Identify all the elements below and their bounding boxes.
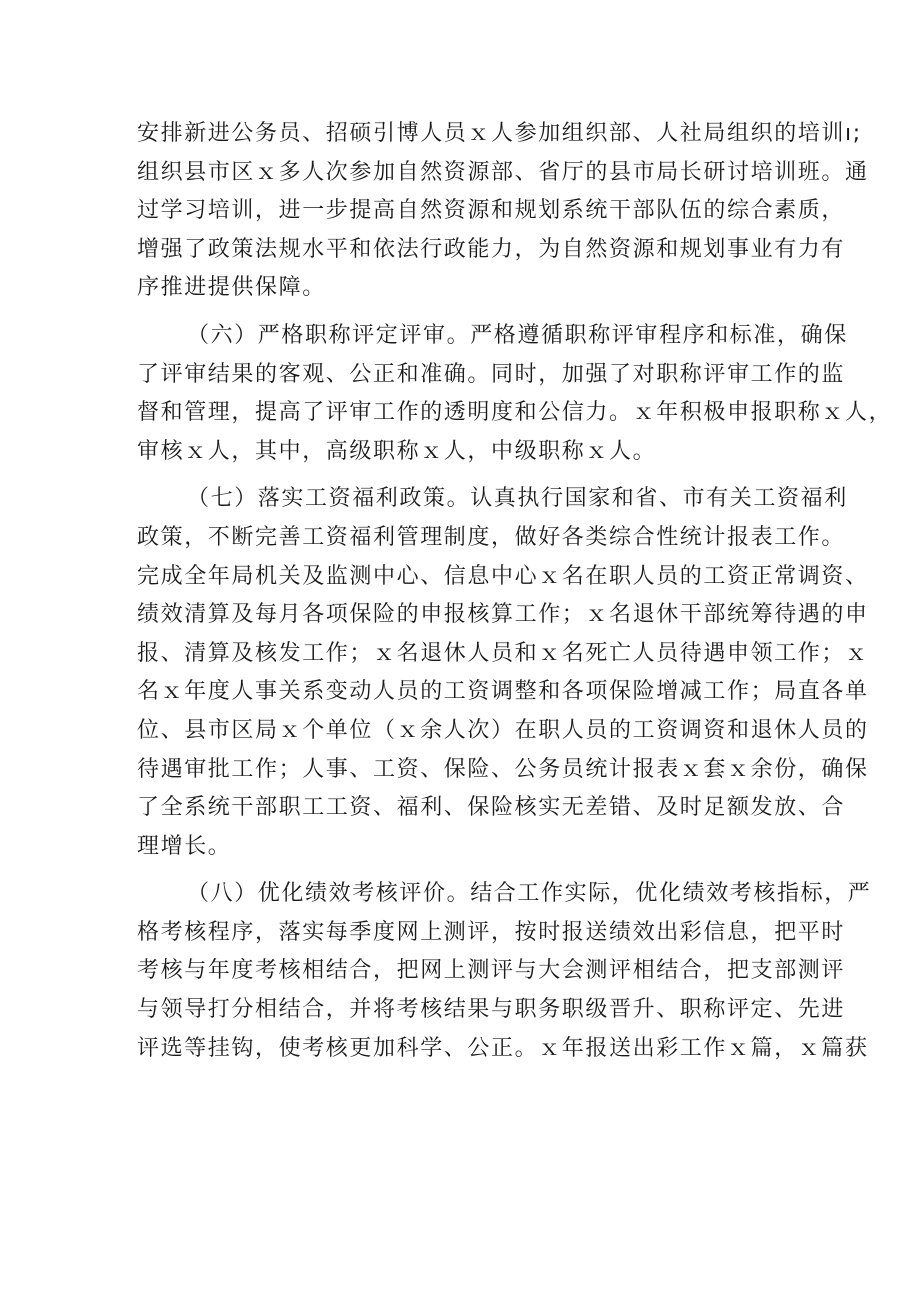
text-line: 组织县市区ｘ多人次参加自然资源部、省厅的县市局长研讨培训班。通 [137, 159, 869, 185]
text-line: 了评审结果的客观、公正和准确。同时，加强了对职称评审工作的监 [137, 361, 846, 387]
text-line: 评选等挂钩，使考核更加科学、公正。ｘ年报送出彩工作ｘ篇，ｘ篇获 [137, 1035, 869, 1061]
text-line: 位、县市区局ｘ个单位（ｘ余人次）在职人员的工资调资和退休人员的 [137, 717, 869, 743]
text-line: 待遇审批工作；人事、工资、保险、公务员统计报表ｘ套ｘ余份，确保 [137, 756, 869, 782]
text-line: 完成全年局机关及监测中心、信息中心ｘ名在职人员的工资正常调资、 [137, 563, 869, 589]
text-line: 过学习培训，进一步提高自然资源和规划系统干部队伍的综合素质， [137, 198, 846, 224]
paragraph-training-continued [137, 115, 869, 308]
text-line: 政策，不断完善工资福利管理制度，做好各类综合性统计报表工作。 [137, 524, 846, 550]
paragraph-performance [137, 875, 872, 1068]
text-line: 安排新进公务员、招硕引博人员ｘ人参加组织部、人社局组织的培训ı; [137, 121, 862, 146]
text-line: 与领导打分相结合，并将考核结果与职务职级晋升、职称评定、先进 [137, 997, 846, 1023]
text-line: 格考核程序，落实每季度网上测评，按时报送绩效出彩信息，把平时 [137, 919, 846, 945]
text-line: 绩效清算及每月各项保险的申报核算工作；ｘ名退休干部统筹待遇的申 [137, 602, 869, 628]
paragraph-heading-line: （六）严格职称评定评审。严格遵循职称评审程序和标准，确保 [187, 322, 848, 348]
paragraph-heading-line: （七）落实工资福利政策。认真执行国家和省、市有关工资福利 [187, 486, 848, 512]
text-line: 名ｘ年度人事关系变动人员的工资调整和各项保险增减工作；局直各单 [137, 679, 869, 705]
text-line: 审核ｘ人，其中，高级职称ｘ人，中级职称ｘ人。 [137, 438, 657, 464]
text-line: 督和管理，提高了评审工作的透明度和公信力。ｘ年积极申报职称ｘ人， [137, 400, 893, 426]
paragraph-wage-welfare [137, 480, 869, 866]
document-body [137, 115, 893, 1068]
text-line: 序推进提供保障。 [137, 275, 326, 301]
text-line: 增强了政策法规水平和依法行政能力，为自然资源和规划事业有力有 [137, 236, 846, 262]
text-line: 了全系统干部职工工资、福利、保险核实无差错、及时足额发放、合 [137, 795, 846, 821]
text-line: 报、清算及核发工作；ｘ名退休人员和ｘ名死亡人员待遇申领工作；ｘ [137, 640, 869, 666]
text-line: 考核与年度考核相结合，把网上测评与大会测评相结合，把支部测评 [137, 958, 846, 984]
paragraph-heading-line: （八）优化绩效考核评价。结合工作实际，优化绩效考核指标，严 [187, 881, 872, 907]
paragraph-title-evaluation [137, 317, 893, 471]
text-line: 理增长。 [137, 833, 232, 859]
